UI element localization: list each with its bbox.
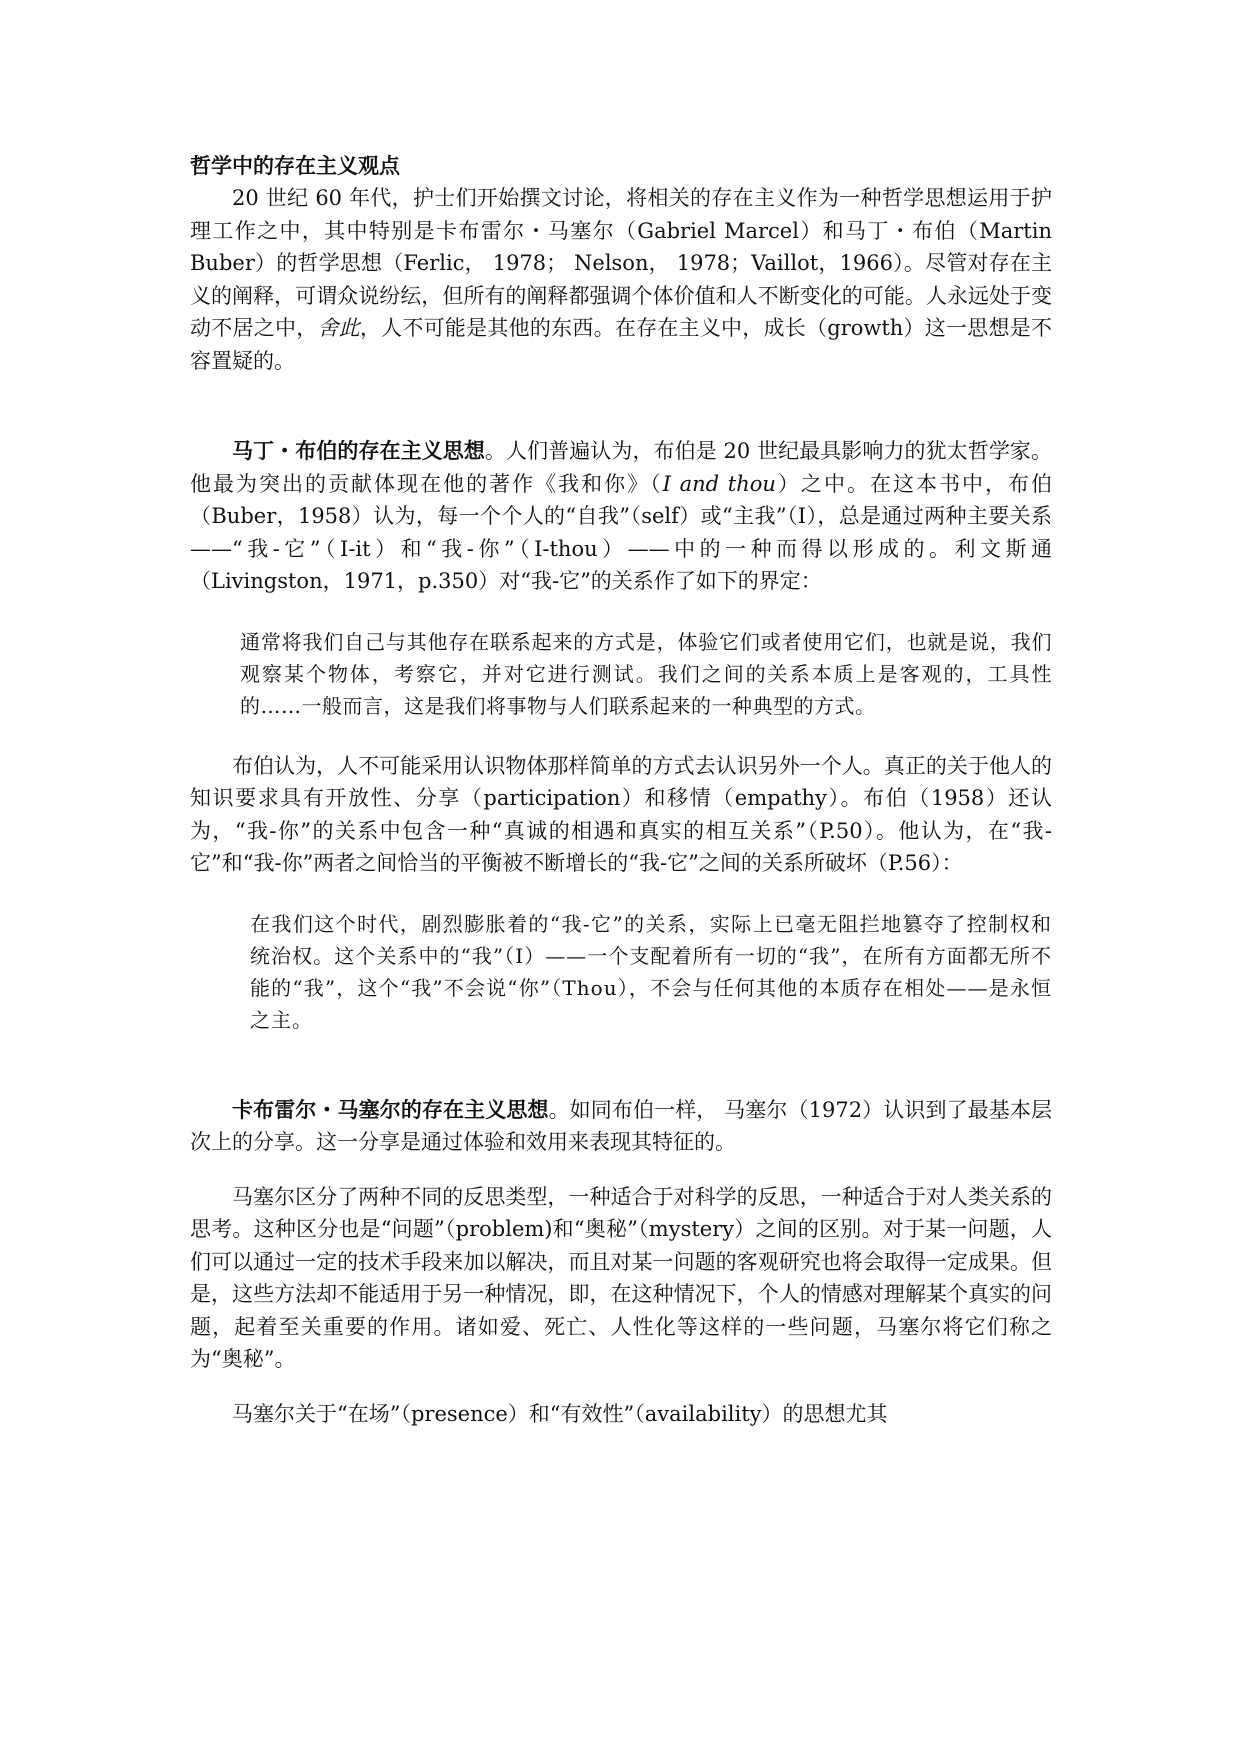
document-body xyxy=(190,150,1052,1430)
book-title-en: I and thou xyxy=(662,471,776,496)
buber-paragraph-2: 布伯认为，人不可能采用认识物体那样简单的方式去认识另外一个人。真正的关于他人的知识要求具有开放性、分享（participation）和移情（empathy）。布伯（1958）还认为，“我-你”的关系中包含一种“真诚的相遇和真实的相互关系”（P.50）。他认为，在“我-它”和“我-你”两者之间恰当的平衡被不断增长的“我-它”之间的关系所破坏（P.56）： xyxy=(190,753,1052,875)
block-quote-livingston: 通常将我们自己与其他存在联系起来的方式是，体验它们或者使用它们，也就是说，我们观察某个物体，考察它，并对它进行测试。我们之间的关系本质上是客观的，工具性的……一般而言，这是我们将事物与人们联系起来的一种典型的方式。 xyxy=(240,629,1052,718)
intro-text: 20 世纪 60 年代，护士们开始撰文讨论，将相关的存在主义作为一种哲学思想运用于护理工作之中，其中特别是卡布雷尔・马塞尔（Gabriel Marcel）和马丁・布伯（Martin Buber）的哲学思想（Ferlic， 1978； Nelson， 1978；Vaillot，1966）。尽管对存在主义的阐释，可谓众说纷纭，但所有的阐释都强调个体价值和人不断变化的可能。人永远处于变动不居之中， xyxy=(190,186,1052,340)
section-title: 哲学中的存在主义观点 xyxy=(190,154,400,178)
marcel-paragraph-2: 马塞尔区分了两种不同的反思类型，一种适合于对科学的反思，一种适合于对人类关系的思考。这种区分也是“问题”（problem)和“奥秘”（mystery）之间的区别。对于某一问题，人们可以通过一定的技术手段来加以解决，而且对某一问题的客观研究也将会取得一定成果。但是，这些方法却不能适用于另一种情况，即，在这种情况下，个人的情感对理解某个真实的问题，起着至关重要的作用。诸如爱、死亡、人性化等这样的一些问题，马塞尔将它们称之为“奥秘”。 xyxy=(190,1184,1052,1371)
buber-paragraph-1 xyxy=(190,435,1052,598)
buber-text-b: ）之中。在这本书中，布伯（Buber，1958）认为，每一个个人的“自我”（self）或“主我”（I），总是通过两种主要关系——“我-它”（I-it）和“我-你”（I-thou）——中的一种而得以形成的。利文斯通（Livingston，1971，p.350）对“我-它”的关系作了如下的界定： xyxy=(190,471,1053,593)
marcel-paragraph-1 xyxy=(190,1094,1052,1159)
marcel-text: 。如同布伯一样， 马塞尔（1972）认识到了最基本层次上的分享。这一分享是通过体验和效用来表现其特征的。 xyxy=(190,1097,1052,1154)
marcel-heading: 卡布雷尔・马塞尔的存在主义思想 xyxy=(232,1097,549,1122)
buber-heading: 马丁・布伯的存在主义思想 xyxy=(232,439,485,463)
block-quote-buber: 在我们这个时代，剧烈膨胀着的“我-它”的关系，实际上已毫无阻拦地篡夺了控制权和统治权。这个关系中的“我”（I）——一个支配着所有一切的“我”，在所有方面都无所不能的“我”，这个“我”不会说“你”（Thou），不会与任何其他的本质存在相处——是永恒之主。 xyxy=(250,911,1052,1032)
intro-italic-term: 舍此 xyxy=(317,316,360,340)
marcel-paragraph-3: 马塞尔关于“在场”（presence）和“有效性”（availability）的思想尤其 xyxy=(232,1401,888,1426)
intro-paragraph xyxy=(190,182,1052,377)
intro-text-end: ，人不可能是其他的东西。在存在主义中，成长（growth）这一思想是不容置疑的。 xyxy=(190,316,1053,373)
buber-text-a: 。人们普遍认为，布伯是 20 世纪最具影响力的犹太哲学家。他最为突出的贡献体现在他的著作《我和你》（ xyxy=(190,439,1052,496)
